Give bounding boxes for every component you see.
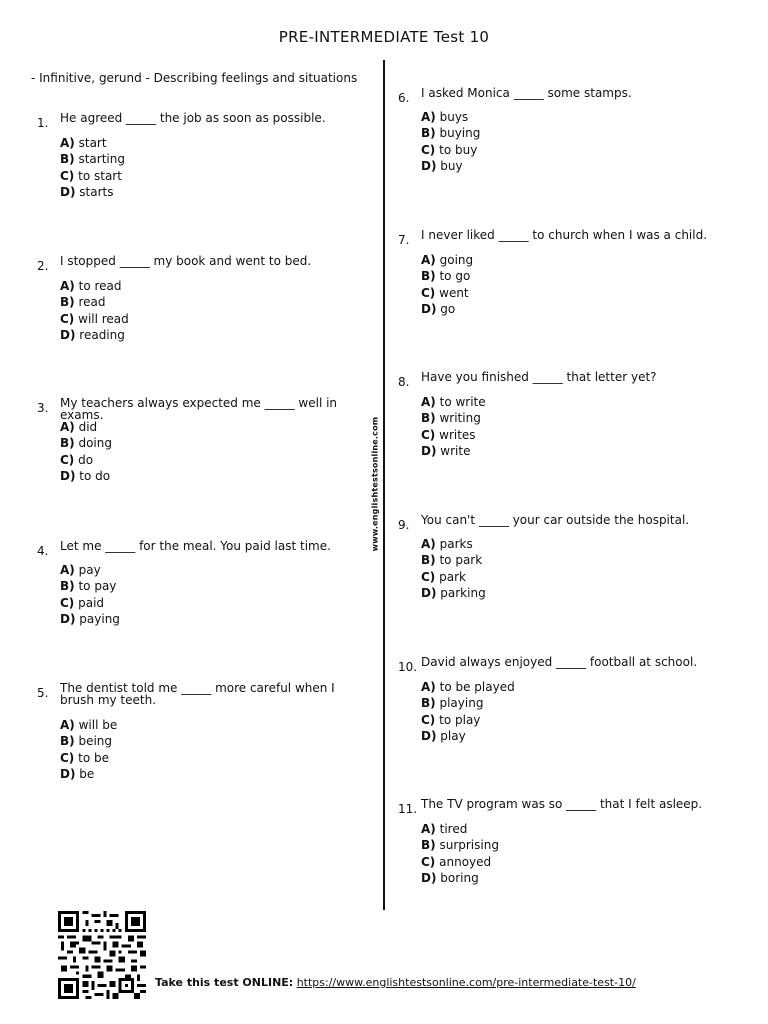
- answer-option[interactable]: [421, 142, 480, 158]
- answer-option[interactable]: [421, 569, 486, 585]
- option-text: play: [440, 729, 466, 744]
- answer-option[interactable]: [421, 837, 499, 853]
- answer-options: [60, 562, 120, 628]
- option-letter: A): [60, 718, 75, 732]
- option-letter: A): [60, 136, 75, 150]
- option-letter: B): [60, 295, 75, 310]
- answer-option[interactable]: [421, 728, 515, 744]
- option-letter: C): [421, 142, 436, 157]
- option-text: write: [440, 444, 471, 459]
- side-url-text: www.englishtestsonline.com: [370, 416, 380, 552]
- answer-option[interactable]: [421, 252, 473, 268]
- option-text: will read: [78, 311, 129, 326]
- question-text: The dentist told me _____ more careful when I brush my teeth.: [60, 681, 335, 707]
- question-text: He agreed _____ the job as soon as possible.: [60, 111, 326, 125]
- option-text: doing: [78, 436, 112, 451]
- question-text: Let me _____ for the meal. You paid last time.: [60, 539, 331, 553]
- option-text: to be: [78, 750, 109, 765]
- question-number: 1.: [37, 116, 49, 130]
- option-text: parks: [439, 537, 473, 551]
- option-letter: D): [60, 328, 76, 343]
- option-text: pay: [78, 563, 101, 577]
- option-text: to start: [78, 168, 122, 183]
- option-letter: B): [60, 436, 75, 451]
- option-text: to read: [78, 279, 122, 293]
- option-letter: B): [60, 152, 75, 167]
- answer-options: [421, 252, 473, 318]
- option-letter: B): [421, 411, 436, 426]
- answer-options: [421, 821, 499, 887]
- option-letter: D): [421, 586, 437, 601]
- option-text: read: [78, 295, 106, 310]
- answer-option[interactable]: [421, 427, 486, 443]
- option-text: to be played: [439, 680, 515, 694]
- question-text: You can't _____ your car outside the hospital.: [421, 513, 690, 527]
- option-text: buys: [439, 110, 469, 124]
- option-text: parking: [440, 586, 486, 601]
- option-letter: D): [60, 767, 76, 782]
- option-letter: A): [60, 563, 75, 577]
- question-number: 2.: [37, 259, 49, 273]
- option-text: buying: [439, 126, 481, 141]
- answer-options: [60, 419, 112, 485]
- answer-option[interactable]: [60, 611, 120, 627]
- answer-option[interactable]: [421, 870, 499, 886]
- answer-option[interactable]: [60, 184, 125, 200]
- answer-option[interactable]: [421, 109, 480, 125]
- answer-option[interactable]: [421, 536, 486, 552]
- option-text: starting: [78, 152, 125, 167]
- answer-option[interactable]: [60, 135, 125, 151]
- question-text: I never liked _____ to church when I was a child.: [421, 228, 708, 242]
- answer-option[interactable]: [60, 327, 129, 343]
- option-text: boring: [440, 871, 479, 886]
- option-text: paying: [79, 612, 120, 627]
- option-letter: C): [60, 452, 75, 467]
- question-number: 10.: [398, 660, 418, 674]
- question-text: I stopped _____ my book and went to bed.: [60, 254, 312, 268]
- answer-option[interactable]: [60, 311, 129, 327]
- option-text: buy: [440, 159, 463, 174]
- answer-option[interactable]: [60, 452, 112, 468]
- option-text: do: [78, 452, 94, 467]
- option-letter: B): [421, 269, 436, 284]
- option-letter: D): [60, 612, 76, 627]
- option-letter: B): [421, 126, 436, 141]
- answer-option[interactable]: [421, 268, 473, 284]
- option-text: be: [79, 767, 95, 782]
- answer-option[interactable]: [60, 435, 112, 451]
- answer-option[interactable]: [421, 285, 473, 301]
- answer-options: [421, 394, 486, 460]
- option-text: tired: [439, 822, 468, 836]
- option-letter: C): [60, 595, 75, 610]
- answer-option[interactable]: [421, 443, 486, 459]
- answer-option[interactable]: [60, 766, 117, 782]
- question-text: David always enjoyed _____ football at school.: [421, 655, 698, 669]
- page-title: PRE-INTERMEDIATE Test 10: [278, 28, 490, 46]
- question-number: 11.: [398, 802, 418, 816]
- option-text: playing: [439, 696, 484, 711]
- option-text: to buy: [439, 142, 478, 157]
- answer-options: [421, 679, 515, 745]
- answer-option[interactable]: [60, 717, 117, 733]
- option-letter: B): [60, 734, 75, 749]
- question-number: 5.: [37, 686, 49, 700]
- option-letter: C): [421, 569, 436, 584]
- option-text: starts: [79, 185, 114, 200]
- test-online-link[interactable]: https://www.englishtestsonline.com/pre-intermediate-test-10/: [296, 976, 636, 989]
- answer-option[interactable]: [60, 168, 125, 184]
- option-text: writing: [439, 411, 481, 426]
- question-number: 8.: [398, 375, 410, 389]
- option-text: go: [440, 302, 456, 317]
- question-number: 4.: [37, 544, 49, 558]
- option-letter: C): [60, 750, 75, 765]
- footer: [155, 976, 636, 989]
- option-text: will be: [78, 718, 118, 732]
- option-letter: A): [421, 537, 436, 551]
- answer-option[interactable]: [421, 585, 486, 601]
- answer-option[interactable]: [60, 419, 112, 435]
- option-letter: B): [421, 838, 436, 853]
- answer-option[interactable]: [60, 151, 125, 167]
- option-text: to park: [439, 553, 483, 568]
- column-divider: [383, 60, 385, 910]
- option-letter: B): [421, 553, 436, 568]
- option-letter: C): [60, 311, 75, 326]
- option-letter: B): [60, 579, 75, 594]
- answer-option[interactable]: [60, 595, 120, 611]
- question-number: 9.: [398, 518, 410, 532]
- option-text: to go: [439, 269, 471, 284]
- answer-options: [60, 278, 129, 344]
- option-text: to pay: [78, 579, 117, 594]
- answer-option[interactable]: [60, 562, 120, 578]
- answer-option[interactable]: [421, 394, 486, 410]
- option-letter: B): [421, 696, 436, 711]
- answer-option[interactable]: [60, 294, 129, 310]
- option-text: going: [439, 253, 474, 267]
- question-text: Have you finished _____ that letter yet?: [421, 370, 657, 384]
- question-text: The TV program was so _____ that I felt asleep.: [421, 797, 703, 811]
- option-text: did: [78, 420, 98, 434]
- answer-option[interactable]: [60, 750, 117, 766]
- option-letter: A): [421, 395, 436, 409]
- answer-option[interactable]: [60, 468, 112, 484]
- qr-code-icon[interactable]: [57, 911, 147, 999]
- option-text: annoyed: [439, 854, 492, 869]
- answer-option[interactable]: [421, 679, 515, 695]
- answer-options: [421, 536, 486, 602]
- option-letter: D): [421, 444, 437, 459]
- option-letter: D): [421, 871, 437, 886]
- question-number: 7.: [398, 233, 410, 247]
- option-letter: A): [60, 420, 75, 434]
- option-letter: C): [421, 712, 436, 727]
- option-text: went: [439, 285, 469, 300]
- answer-options: [421, 109, 480, 175]
- option-letter: A): [421, 110, 436, 124]
- option-text: writes: [439, 427, 476, 442]
- page-subtitle: - Infinitive, gerund - Describing feelings and situations: [31, 71, 358, 85]
- question-number: 6.: [398, 91, 410, 105]
- answer-option[interactable]: [421, 712, 515, 728]
- answer-option[interactable]: [60, 278, 129, 294]
- answer-option[interactable]: [421, 552, 486, 568]
- option-letter: C): [421, 427, 436, 442]
- question-number: 3.: [37, 401, 49, 415]
- option-text: reading: [79, 328, 125, 343]
- option-letter: C): [421, 285, 436, 300]
- answer-option[interactable]: [60, 733, 117, 749]
- option-letter: C): [421, 854, 436, 869]
- answer-options: [60, 135, 125, 201]
- option-letter: D): [60, 185, 76, 200]
- question-text: My teachers always expected me _____ well in exams.: [60, 396, 338, 422]
- option-letter: A): [421, 680, 436, 694]
- option-text: surprising: [439, 838, 499, 853]
- answer-option[interactable]: [60, 578, 120, 594]
- answer-option[interactable]: [421, 821, 499, 837]
- option-text: being: [78, 734, 113, 749]
- option-letter: D): [421, 159, 437, 174]
- option-letter: A): [421, 822, 436, 836]
- option-letter: D): [421, 302, 437, 317]
- question-text: I asked Monica _____ some stamps.: [421, 86, 632, 100]
- option-text: start: [78, 136, 107, 150]
- option-text: paid: [78, 595, 105, 610]
- answer-option[interactable]: [421, 695, 515, 711]
- option-text: to play: [439, 712, 481, 727]
- option-letter: A): [60, 279, 75, 293]
- footer-label: Take this test ONLINE:: [155, 976, 294, 989]
- option-letter: D): [60, 469, 76, 484]
- answer-option[interactable]: [421, 125, 480, 141]
- option-text: to write: [439, 395, 486, 409]
- answer-option[interactable]: [421, 158, 480, 174]
- option-text: to do: [79, 469, 111, 484]
- answer-option[interactable]: [421, 854, 499, 870]
- answer-options: [60, 717, 117, 783]
- option-letter: C): [60, 168, 75, 183]
- answer-option[interactable]: [421, 301, 473, 317]
- answer-option[interactable]: [421, 410, 486, 426]
- option-text: park: [439, 569, 466, 584]
- option-letter: A): [421, 253, 436, 267]
- option-letter: D): [421, 729, 437, 744]
